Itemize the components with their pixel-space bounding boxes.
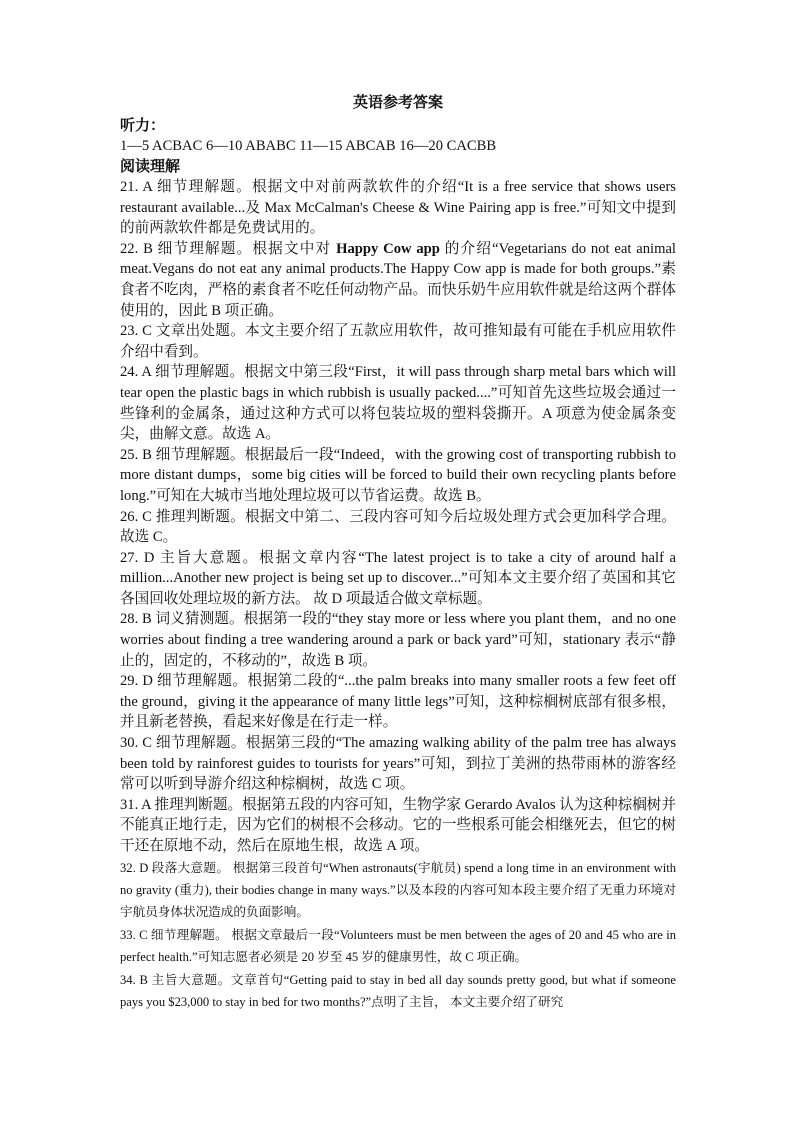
answer-text-pre: 23. C 文章出处题。本文主要介绍了五款应用软件，故可推知最有可能在手机应用软件介绍中看到。 [120, 323, 676, 360]
answer-item [120, 969, 676, 1014]
answer-text [120, 445, 676, 507]
answer-item [120, 239, 676, 321]
answer-item [120, 671, 676, 733]
answer-text: 34. B 主旨大意题。文章首句“Getting paid to stay in bed all day sounds pretty good, but what if someone pays you $23,000 to stay in bed for two months?”点明了主旨， 本文主要介绍了研究 [120, 972, 676, 1010]
answer-text: 32. D 段落大意题。 根据第三段首句“When astronauts(宇航员) spend a long time in an environment with no gravity (重力), their bodies change in many ways.”以及本段的内容可知本段主要介绍了无重力环境对宇航员身体状况造成的负面影响。 [120, 860, 676, 920]
answer-text [120, 671, 676, 733]
answer-text-pre: 26. C 推理判断题。根据文中第二、三段内容可知今后垃圾处理方式会更加科学合理。故选 C。 [120, 508, 676, 546]
answer-text [120, 795, 676, 857]
answer-text [120, 548, 676, 610]
reading-answer-list [120, 177, 676, 857]
answer-text-pre: 25. B 细节理解题。根据最后一段“Indeed，with the growing cost of transporting rubbish to more distant dumps，some big cities will be forced to build their own recycling plants before long.”可知在大城市当地处理垃圾可以节省运费。故选 B。 [120, 446, 676, 504]
answer-item [120, 445, 676, 507]
answer-text [120, 321, 676, 362]
answer-text [120, 177, 676, 239]
answer-text-pre: 27. D 主旨大意题。根据文章内容“The latest project is to take a city of around half a million...Another new project is being set up to discover...”可知本文主要介绍了英国和其它各国回收处理垃圾的新方法。 故 D 项最适合做文章标题。 [120, 549, 676, 607]
answer-item [120, 362, 676, 444]
answer-item [120, 548, 676, 610]
answer-text-pre: 31. A 推理判断题。根据第五段的内容可知，生物学家 Gerardo Avalos 认为这种棕榈树并不能真正地行走，因为它们的树根不会移动。它的一些根系可能会相继死去，但它的树干还在原地不动，然后在原地生根，故选 A 项。 [120, 796, 676, 854]
answer-text-post: 的介绍“Vegetarians do not eat animal meat.Vegans do not eat any animal products.The Happy Cow app is made for both groups.”素食者不吃肉，严格的素食者不吃任何动物产品。而快乐奶牛应用软件就是给这两个群体使用的，因此 B 项正确。 [120, 240, 676, 319]
answer-item [120, 924, 676, 969]
answer-text-bold: Happy Cow app [336, 240, 440, 257]
answer-text-pre: 24. A 细节理解题。根据文中第三段“First，it will pass through sharp metal bars which will tear open the plastic bags in which rubbish is usually packed....”可知首先这些垃圾会通过一些锋利的金属条，通过这种方式可以将包装垃圾的塑料袋撕开。A 项意为使金属条变尖，曲解文意。故选 A。 [120, 364, 676, 443]
answer-text [120, 733, 676, 795]
answer-text: 33. C 细节理解题。 根据文章最后一段“Volunteers must be men between the ages of 20 and 45 who are in perfect health.”可知志愿者必须是 20 岁至 45 岁的健康男性，故 C 项正确。 [120, 927, 676, 965]
answer-item [120, 177, 676, 239]
answer-item [120, 795, 676, 857]
answer-item [120, 507, 676, 548]
answer-item [120, 857, 676, 924]
listening-heading: 听力： [120, 118, 166, 134]
answer-text [120, 362, 676, 444]
listening-answers: 1—5 ACBAC 6—10 ABABC 11—15 ABCAB 16—20 CACBB [120, 138, 497, 154]
answer-item [120, 733, 676, 795]
answer-text-pre: 30. C 细节理解题。根据第三段的“The amazing walking ability of the palm tree has always been told by rainforest guides to tourists for years”可知，到拉丁美洲的热带雨林的游客经常可以听到导游介绍这种棕榈树，故选 C 项。 [120, 735, 676, 793]
answer-text-pre: 28. B 词义猜测题。根据第一段的“they stay more or less where you plant them，and no one worries about finding a tree wandering around a park or back yard”可知，stationary 表示“静止的，固定的，不移动的”，故选 B 项。 [120, 611, 676, 669]
answer-text [120, 507, 676, 548]
page-title: 英语参考答案 [352, 95, 443, 111]
answer-item [120, 609, 676, 671]
reading-answer-list-small [120, 857, 676, 1014]
answer-text-pre: 22. B 细节理解题。根据文中对 [120, 240, 337, 257]
answer-page [120, 92, 676, 1013]
answer-text [120, 239, 676, 321]
answer-text [120, 609, 676, 671]
answer-text-pre: 29. D 细节理解题。根据第二段的“...the palm breaks into many smaller roots a few feet off the ground，giving it the appearance of many little legs”可知，这种棕榈树底部有很多根，并且新老替换，看起来好像是在行走一样。 [120, 673, 676, 731]
answer-text-pre: 21. A 细节理解题。根据文中对前两款软件的介绍“It is a free service that shows users restaurant available...及 Max McCalman's Cheese & Wine Pairing app is free.”可知文中提到的前两款软件都是免费试用的。 [120, 179, 676, 237]
reading-heading: 阅读理解 [120, 159, 181, 175]
answer-item [120, 321, 676, 362]
